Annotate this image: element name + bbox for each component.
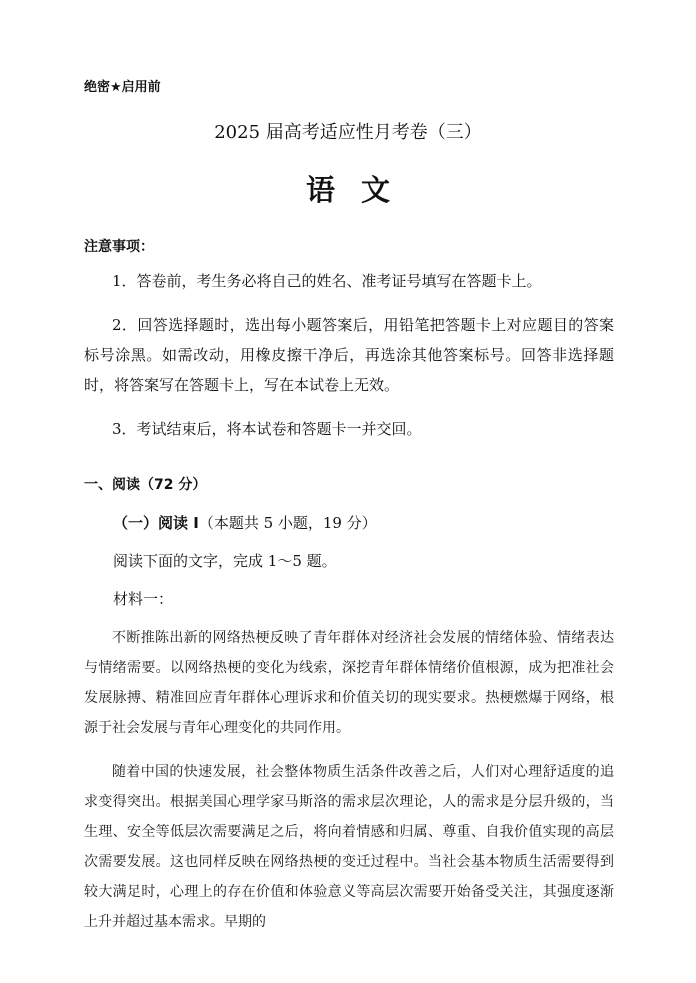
notice-heading: 注意事项：	[84, 239, 154, 255]
article-paragraph: 不断推陈出新的网络热梗反映了青年群体对经济社会发展的情绪体验、情绪表达与情绪需要。以网络热梗的变化为线索，深挖青年群体情绪价值根源，成为把准社会发展脉搏、精准回应青年群体心理诉求和价值关切的现实要求。热梗燃爆于网络，根源于社会发展与青年心理变化的共同作用。	[84, 630, 614, 736]
subject-title: 语文	[305, 173, 416, 207]
article-paragraph: 随着中国的快速发展，社会整体物质生活条件改善之后，人们对心理舒适度的追求变得突出。根据美国心理学家马斯洛的需求层次理论，人的需求是分层升级的，当生理、安全等低层次需要满足之后，将向着情感和归属、尊重、自我价值实现的高层次需要发展。这也同样反映在网络热梗的变迁过程中。当社会基本物质生活需要得到较大满足时，心理上的存在价值和体验意义等高层次需要开始备受关注，其强度逐渐上升并超过基本需求。早期的	[84, 764, 614, 930]
subsection-label: （一）阅读 Ⅰ	[113, 514, 199, 532]
subsection-heading	[113, 512, 377, 533]
subsection-info: （本题共 5 小题，19 分）	[198, 514, 377, 532]
exam-title: 2025 届高考适应性月考卷（三）	[214, 122, 482, 143]
article-body	[84, 623, 614, 951]
material-label: 材料一：	[113, 590, 174, 608]
confidential-label: 绝密★启用前	[84, 80, 161, 95]
notice-item-1: 1．答卷前，考生务必将自己的姓名、准考证号填写在答题卡上。	[112, 272, 542, 290]
notice-item-2: 2．回答选择题时，选出每小题答案后，用铅笔把答题卡上对应题目的答案标号涂黑。如需改动，用橡皮擦干净后，再选涂其他答案标号。回答非选择题时，将答案写在答题卡上，写在本试卷上无效。	[84, 316, 614, 394]
notice-list	[84, 266, 614, 458]
reading-instruction: 阅读下面的文字，完成 1～5 题。	[113, 552, 337, 570]
section-heading: 一、阅读（72 分）	[84, 477, 207, 493]
notice-item-3: 3．考试结束后，将本试卷和答题卡一并交回。	[112, 420, 422, 438]
